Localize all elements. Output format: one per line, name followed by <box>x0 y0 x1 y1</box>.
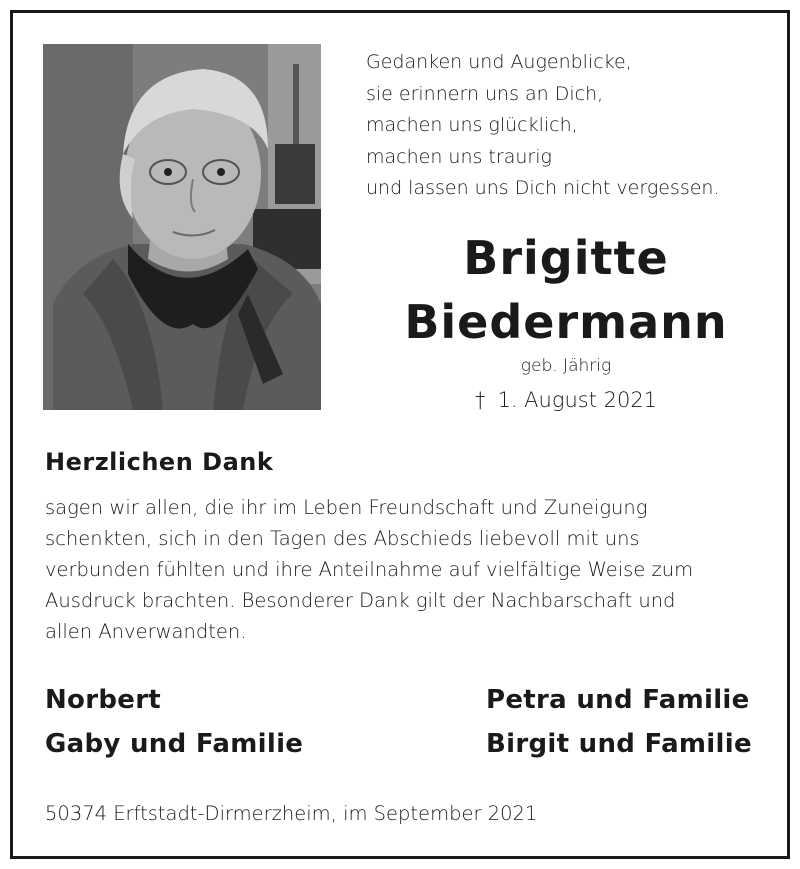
portrait-illustration <box>43 44 321 410</box>
poem-line: Gedanken und Augenblicke, <box>366 51 632 73</box>
deceased-first-name: Brigitte <box>463 231 669 285</box>
deceased-last-name: Biedermann <box>404 295 728 349</box>
poem-line: machen uns traurig <box>366 145 552 168</box>
death-date: 1. August 2021 <box>497 388 658 412</box>
death-date-line <box>366 388 766 412</box>
thanks-line: schenkten, sich in den Tagen des Abschieds liebevoll mit uns <box>45 527 640 550</box>
signature-name: Birgit und Familie <box>486 729 752 759</box>
signature-name: Norbert <box>45 685 162 715</box>
deceased-birth-name: geb. Jährig <box>520 356 612 376</box>
cross-icon: † <box>474 388 486 412</box>
place-and-date: 50374 Erftstadt-Dirmerzheim, im September 2021 <box>45 802 538 825</box>
thanks-line: sagen wir allen, die ihr im Leben Freundschaft und Zuneigung <box>45 496 648 519</box>
thanks-line: allen Anverwandten. <box>45 620 247 643</box>
thanks-line: verbunden fühlten und ihre Anteilnahme auf vielfältige Weise zum <box>45 558 694 581</box>
signature-name: Gaby und Familie <box>45 729 304 759</box>
thanks-text <box>45 492 775 647</box>
signatures-left <box>45 678 303 766</box>
poem-line: und lassen uns Dich nicht vergessen. <box>366 177 720 199</box>
memorial-poem <box>366 47 766 205</box>
poem-line: machen uns glücklich, <box>366 114 578 136</box>
portrait-photo <box>43 44 321 410</box>
thanks-line: Ausdruck brachten. Besonderer Dank gilt der Nachbarschaft und <box>45 589 676 612</box>
signature-name: Petra und Familie <box>486 685 750 715</box>
poem-line: sie erinnern uns an Dich, <box>366 82 604 105</box>
signatures-right <box>486 678 752 766</box>
thanks-heading: Herzlichen Dank <box>45 448 274 476</box>
